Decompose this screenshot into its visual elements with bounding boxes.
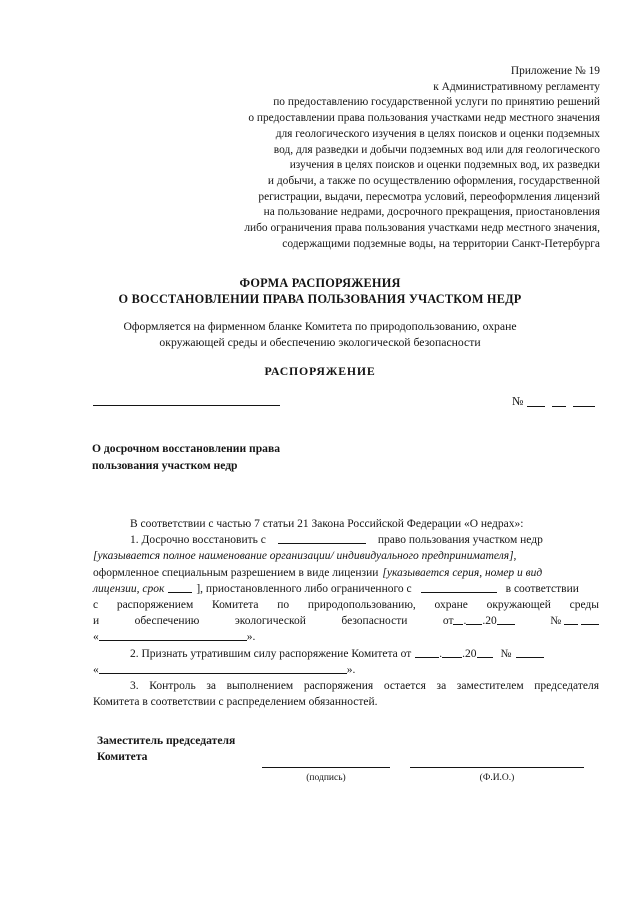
name-caption: (Ф.И.О.): [479, 773, 515, 783]
signature-line: [262, 767, 390, 768]
p1-line-c: оформленное специальным разрешением в виде лицензии [указывается серия, номер и вид: [93, 566, 543, 579]
appendix-line: вод, для разведки и добычи подземных вод или для геологического: [273, 143, 600, 156]
signatory-block: [97, 733, 235, 765]
p1-line-b: [указывается полное наименование организации/ индивидуального предпринимателя],: [93, 550, 517, 563]
order-body: [93, 516, 599, 710]
appendix-line: для геологического изучения в целях поисков и оценки подземных: [275, 127, 600, 140]
appendix-line: о предоставлении права пользования участками недр местного значения: [248, 112, 600, 125]
appendix-line: либо ограничения права пользования участками недр местного значения,: [244, 222, 600, 235]
order-number-field: [512, 394, 595, 409]
signatory-line-1: Заместитель председателя: [97, 734, 236, 747]
date-blank-line: [93, 405, 280, 406]
name-line: [410, 767, 584, 768]
appendix-line: Приложение № 19: [510, 65, 600, 77]
subject-line-1: О досрочном восстановлении права: [92, 442, 281, 455]
order-title: РАСПОРЯЖЕНИЕ: [264, 364, 376, 378]
p1-line-d: лицензии, срок ], приостановленного либо ограниченного с в соответствии: [93, 582, 579, 595]
p1-line-a: 1. Досрочно восстановить с право пользования участком недр: [130, 534, 543, 547]
signatory-line-2: Комитета: [97, 750, 148, 763]
p1-line-e: с распоряжением Комитета по природопользованию, охране окружающей среды: [93, 599, 599, 612]
subject-line-2: пользования участком недр: [92, 459, 238, 472]
p2-line-a: 2. Признать утратившим силу распоряжение Комитета от . .20 №: [93, 646, 599, 662]
form-title-line-1: ФОРМА РАСПОРЯЖЕНИЯ: [239, 276, 401, 290]
appendix-line: по предоставлению государственной услуги по принятию решений: [273, 96, 600, 109]
blank-note-line-2: окружающей среды и обеспечению экологической безопасности: [159, 336, 481, 349]
p2-line-b: « ».: [93, 663, 356, 676]
appendix-line: регистрации, выдачи, пересмотра условий, переоформления лицензий: [258, 190, 600, 203]
order-subject: [92, 440, 280, 474]
form-title-line-2: О ВОССТАНОВЛЕНИИ ПРАВА ПОЛЬЗОВАНИЯ УЧАСТКОМ НЕДР: [118, 292, 522, 306]
intro-line: В соответствии с частью 7 статьи 21 Закона Российской Федерации «О недрах»:: [130, 518, 524, 530]
appendix-line: изучения в целях поисков и оценки подземных вод, их разведки: [289, 159, 600, 172]
appendix-line: на пользование недрами, досрочного прекращения, приостановления: [263, 206, 600, 219]
p3-line-b: Комитета в соответствии с распределением обязанностей.: [93, 696, 378, 709]
appendix-header: [130, 64, 600, 252]
p3-line-a: 3. Контроль за выполнением распоряжения остается за заместителем председателя: [130, 680, 599, 693]
blank-note-line-1: Оформляется на фирменном бланке Комитета по природопользованию, охране: [123, 320, 517, 333]
appendix-line: к Административному регламенту: [433, 80, 600, 93]
p1-line-f: и обеспечению экологической безопасности от . .20 №: [93, 613, 599, 629]
p1-line-g: « ».: [93, 631, 256, 644]
number-label: №: [512, 394, 524, 408]
appendix-line: и добычи, а также по осуществлению оформления, государственной: [267, 174, 600, 187]
appendix-line: содержащими подземные воды, на территории Санкт-Петербурга: [282, 237, 600, 250]
signature-caption: (подпись): [306, 773, 346, 783]
